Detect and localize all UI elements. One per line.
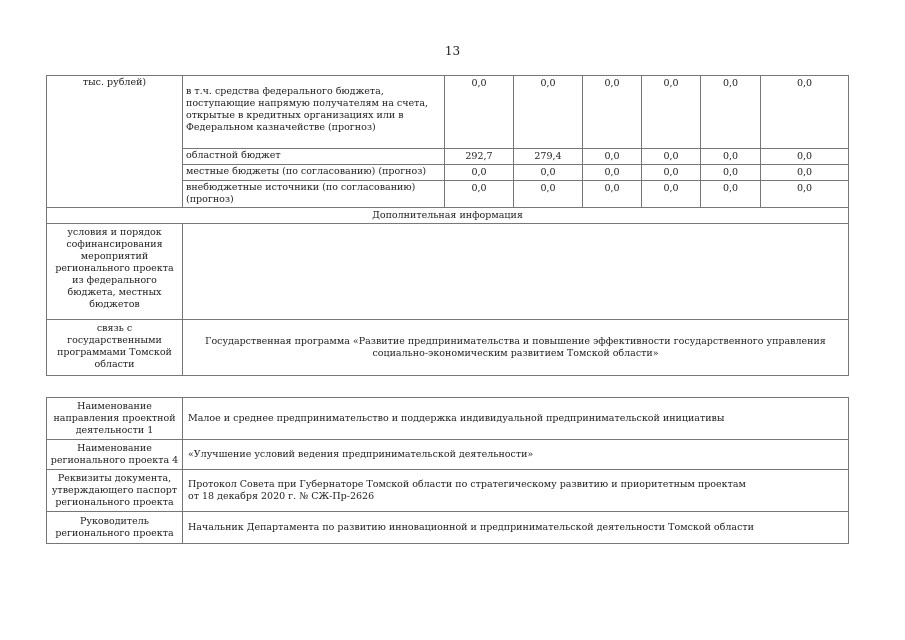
value-cell: 0,0 (514, 76, 583, 149)
value-cell: 0,0 (642, 149, 701, 165)
document-details-line: от 18 декабря 2020 г. № СЖ-Пр-2626 (188, 490, 375, 502)
value-cell: 0,0 (445, 165, 514, 181)
unit-label: тыс. рублей) (82, 77, 147, 88)
table-row (47, 208, 849, 224)
unit-label-cell (47, 76, 183, 208)
source-cell: в т.ч. средства федерального бюджета, поступающие напрямую получателям на счета, открытые в кредитных организациях или в Федеральном казначействе (прогноз) (183, 76, 445, 149)
document-details-value (183, 470, 849, 512)
source-cell: внебюджетные источники (по согласованию) (прогноз) (183, 181, 445, 208)
value-cell: 0,0 (642, 165, 701, 181)
program-link-label: связь с государственными программами Томской области (47, 320, 183, 376)
project-table (46, 397, 849, 544)
value-cell: 0,0 (701, 181, 761, 208)
value-cell: 0,0 (583, 149, 642, 165)
value-cell: 0,0 (701, 76, 761, 149)
value-cell: 0,0 (583, 181, 642, 208)
finance-table (46, 75, 849, 376)
value-cell: 279,4 (514, 149, 583, 165)
cofinancing-value (183, 224, 849, 320)
value-cell: 0,0 (514, 165, 583, 181)
document-details-line: Протокол Совета при Губернаторе Томской области по стратегическому развитию и приоритетным проектам (188, 478, 746, 490)
project-head-value: Начальник Департамента по развитию инновационной и предпринимательской деятельности Томской области (183, 512, 849, 544)
table-row (47, 470, 849, 512)
page-number: 13 (444, 44, 461, 58)
value-cell: 0,0 (642, 76, 701, 149)
document-details-label: Реквизиты документа, утверждающего паспорт регионального проекта (47, 470, 183, 512)
table-row (47, 512, 849, 544)
source-cell: областной бюджет (183, 149, 445, 165)
value-cell: 0,0 (761, 76, 849, 149)
additional-info-header: Дополнительная информация (47, 208, 849, 224)
table-row (47, 320, 849, 376)
value-cell: 0,0 (761, 181, 849, 208)
value-cell: 0,0 (583, 76, 642, 149)
project-name-label: Наименование регионального проекта 4 (47, 440, 183, 470)
table-row (47, 224, 849, 320)
value-cell: 0,0 (445, 76, 514, 149)
program-link-value: Государственная программа «Развитие предпринимательства и повышение эффективности государственного управления социально-экономическим развитием Томской области» (183, 320, 849, 376)
value-cell: 0,0 (445, 181, 514, 208)
value-cell: 0,0 (701, 165, 761, 181)
value-cell: 0,0 (761, 149, 849, 165)
value-cell: 0,0 (583, 165, 642, 181)
table-row (47, 398, 849, 440)
table-row (47, 76, 849, 149)
table-row (47, 440, 849, 470)
value-cell: 0,0 (701, 149, 761, 165)
direction-label: Наименование направления проектной деятельности 1 (47, 398, 183, 440)
value-cell: 0,0 (642, 181, 701, 208)
direction-value: Малое и среднее предпринимательство и поддержка индивидуальной предпринимательской инициативы (183, 398, 849, 440)
value-cell: 0,0 (761, 165, 849, 181)
source-cell: местные бюджеты (по согласованию) (прогноз) (183, 165, 445, 181)
project-head-label: Руководитель регионального проекта (47, 512, 183, 544)
project-name-value: «Улучшение условий ведения предпринимательской деятельности» (183, 440, 849, 470)
value-cell: 292,7 (445, 149, 514, 165)
value-cell: 0,0 (514, 181, 583, 208)
cofinancing-label: условия и порядок софинансирования мероприятий регионального проекта из федерального бюджета, местных бюджетов (47, 224, 183, 320)
